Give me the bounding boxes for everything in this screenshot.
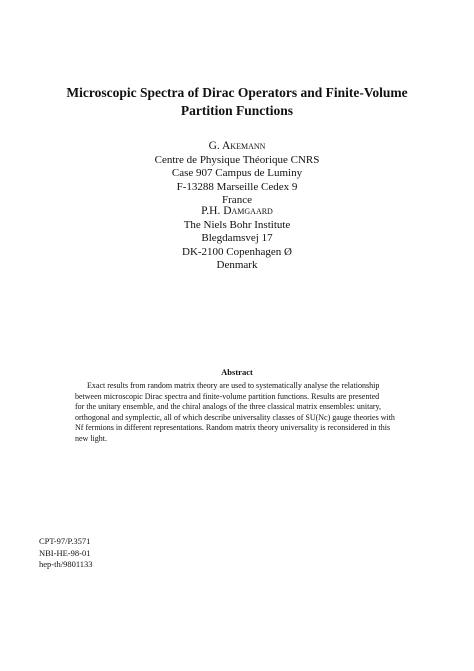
affiliation-line: Blegdamsvej 17	[201, 232, 273, 244]
report-number: CPT-97/P.3571	[39, 536, 91, 546]
report-numbers	[39, 536, 93, 571]
abstract-line: new light.	[75, 433, 107, 443]
affiliation-line: F-13288 Marseille Cedex 9	[176, 180, 298, 193]
affiliation-line: France	[222, 194, 252, 206]
affiliation-line: Denmark	[216, 259, 258, 271]
report-number: NBI-HE-98-01	[39, 547, 91, 558]
abstract-line: Exact results from random matrix theory are used to systematically analyse the relationship	[87, 381, 380, 390]
author-name: G. Akemann	[208, 140, 266, 152]
abstract-line: orthogonal and symplectic, all of which describe universality classes of SU(Nc) gauge theories with	[75, 412, 395, 422]
abstract-heading: Abstract	[221, 367, 253, 377]
affiliation-line: Case 907 Campus de Luminy	[171, 167, 303, 179]
author-name: P.H. Damgaard	[201, 205, 273, 217]
title-line-2: Partition Functions	[180, 103, 294, 118]
author-block-akemann	[90, 140, 384, 208]
abstract-body	[75, 381, 403, 444]
abstract-line: Nf fermions in different representations. Random matrix theory universality is reconsidered in this	[75, 423, 391, 432]
affiliation-line: Centre de Physique Théorique CNRS	[154, 153, 320, 166]
affiliation-line: DK-2100 Copenhagen Ø	[182, 245, 292, 258]
title-line-1: Microscopic Spectra of Dirac Operators and Finite-Volume	[66, 85, 408, 100]
report-number: hep-th/9801133	[39, 559, 93, 569]
abstract-line: for the unitary ensemble, and the chiral analogs of the three classical matrix ensembles: unitary,	[75, 402, 382, 411]
author-block-damgaard	[90, 205, 384, 273]
affiliation-line: The Niels Bohr Institute	[183, 218, 291, 231]
abstract-line: between microscopic Dirac spectra and finite-volume partition functions. Results are presented	[75, 391, 380, 401]
paper-title	[40, 84, 434, 120]
